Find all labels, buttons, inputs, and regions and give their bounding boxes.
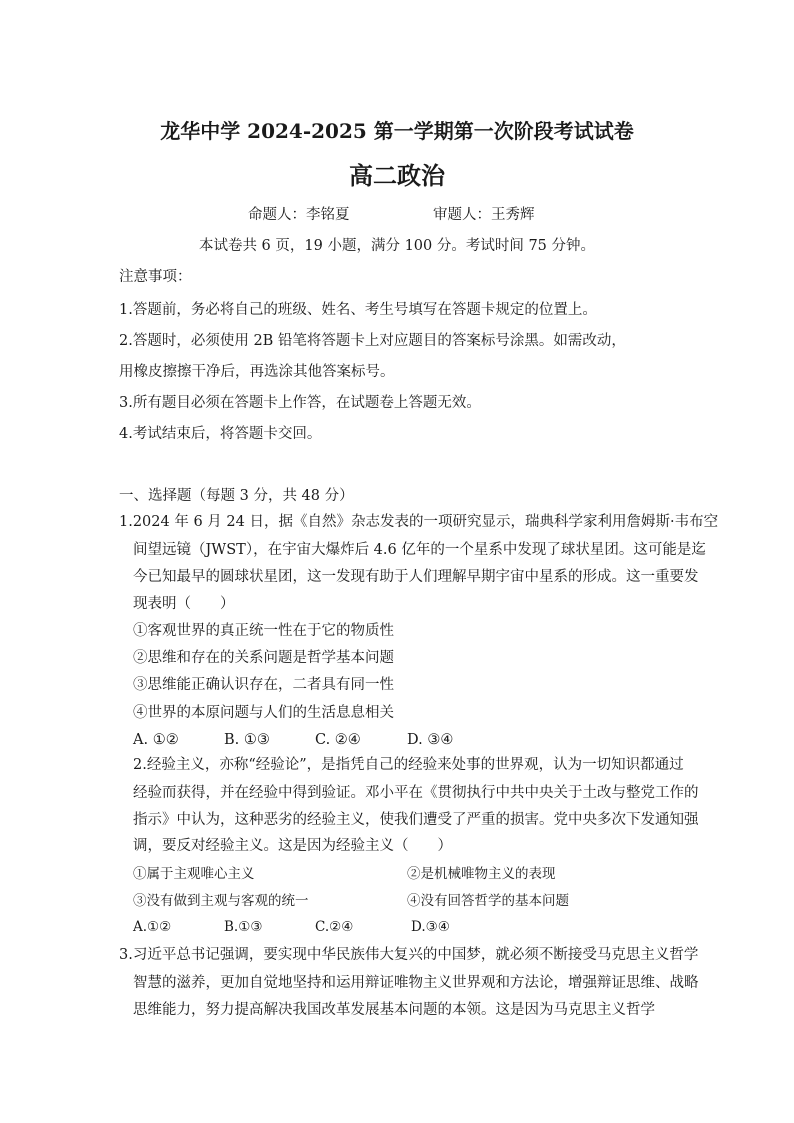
answer-option-a: A. ①② (133, 732, 179, 748)
answer-option-c: C. ②④ (315, 732, 361, 748)
answer-option-a: A.①② (133, 919, 172, 935)
statement: ①属于主观唯心主义 (133, 866, 255, 882)
note-item: 3.所有题目必须在答题卡上作答，在试题卷上答题无效。 (119, 395, 481, 411)
question-text-line: 1.2024 年 6 月 24 日，据《自然》杂志发表的一项研究显示，瑞典科学家利用詹姆斯·韦布空 (119, 514, 719, 530)
answer-option-c: C.②④ (315, 919, 354, 935)
statement: ④没有回答哲学的基本问题 (407, 893, 569, 909)
question-text-line: 经验而获得，并在经验中得到验证。邓小平在《贯彻执行中共中央关于土改与整党工作的 (133, 785, 699, 801)
answer-option-b: B.①③ (224, 919, 263, 935)
notes-heading: 注意事项： (119, 269, 192, 285)
section-heading: 一、选择题（每题 3 分，共 48 分） (119, 488, 354, 504)
question-setter: 命题人：李铭夏 (248, 207, 350, 223)
statement: ④世界的本原问题与人们的生活息息相关 (133, 705, 394, 721)
question-text-line: 智慧的滋养，更加自觉地坚持和运用辩证唯物主义世界观和方法论，增强辩证思维、战略 (133, 975, 699, 991)
question-text-line: 2.经验主义，亦称“经验论”，是指凭自己的经验来处事的世界观，认为一切知识都通过 (133, 757, 684, 773)
statement: ③思维能正确认识存在，二者具有同一性 (133, 677, 394, 693)
question-reviewer: 审题人：王秀辉 (433, 207, 535, 223)
exam-title: 龙华中学 2024-2025 第一学期第一次阶段考试试卷 (160, 119, 634, 143)
note-item: 2.答题时，必须使用 2B 铅笔将答题卡上对应题目的答案标号涂黑。如需改动， (119, 333, 626, 349)
statement: ③没有做到主观与客观的统一 (133, 893, 309, 909)
note-item: 4.考试结束后，将答题卡交回。 (119, 426, 322, 442)
statement: ①客观世界的真正统一性在于它的物质性 (133, 623, 394, 639)
question-text-line: 现表明（ ） (133, 596, 235, 612)
note-item: 用橡皮擦擦干净后，再选涂其他答案标号。 (119, 364, 395, 380)
question-text-line: 今已知最早的圆球状星团，这一发现有助于人们理解早期宇宙中星系的形成。这一重要发 (133, 569, 699, 585)
question-text-line: 间望远镜（JWST），在宇宙大爆炸后 4.6 亿年的一个星系中发现了球状星团。这可能是迄 (133, 542, 706, 558)
subject-title: 高二政治 (349, 161, 445, 190)
answer-option-d: D.③④ (411, 919, 450, 935)
answer-option-d: D. ③④ (407, 732, 454, 748)
question-text-line: 指示》中认为，这种恶劣的经验主义，使我们遭受了严重的损害。党中央多次下发通知强 (133, 812, 699, 828)
answer-option-b: B. ①③ (224, 732, 270, 748)
question-text-line: 3.习近平总书记强调，要实现中华民族伟大复兴的中国梦，就必须不断接受马克思主义哲学 (119, 947, 699, 963)
question-text-line: 思维能力，努力提高解决我国改革发展基本问题的本领。这是因为马克思主义哲学 (133, 1002, 655, 1018)
statement: ②是机械唯物主义的表现 (407, 866, 556, 882)
question-text-line: 调，要反对经验主义。这是因为经验主义（ ） (133, 838, 452, 854)
exam-summary: 本试卷共 6 页，19 小题，满分 100 分。考试时间 75 分钟。 (198, 238, 596, 254)
statement: ②思维和存在的关系问题是哲学基本问题 (133, 650, 394, 666)
note-item: 1.答题前，务必将自己的班级、姓名、考生号填写在答题卡规定的位置上。 (119, 302, 597, 318)
